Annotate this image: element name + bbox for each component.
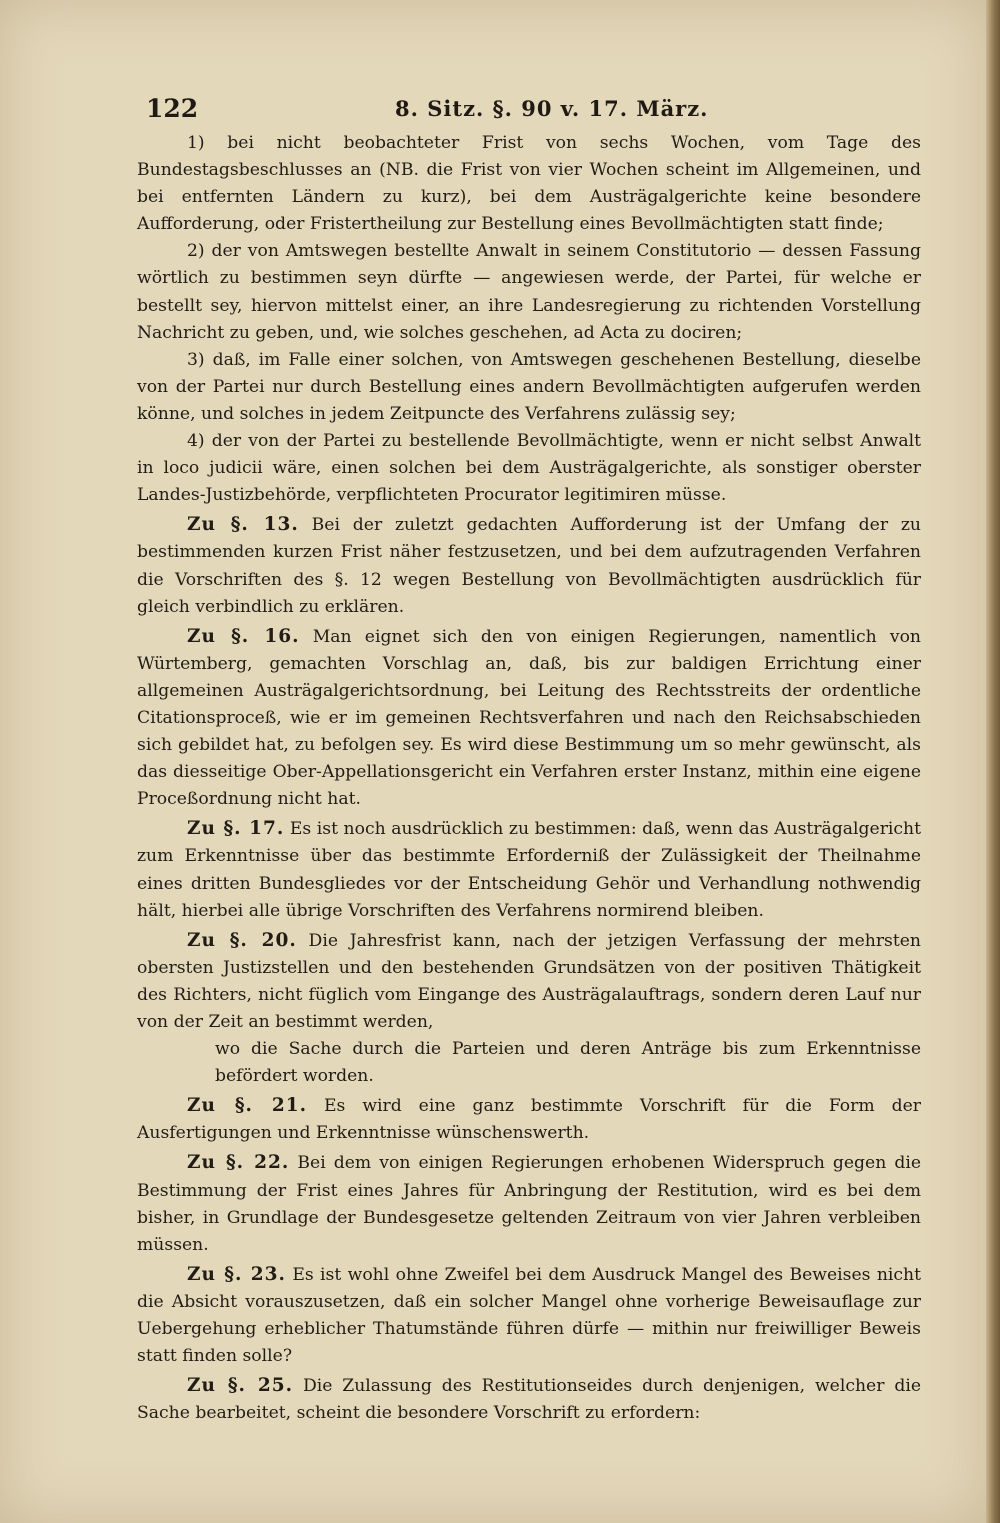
section-note-21 bbox=[137, 1092, 921, 1147]
paragraph-text: 4) der von der Partei zu bestellende Bevollmächtigte, wenn er nicht selbst Anwalt in loco judicii wäre, einen solchen bei dem Austrägalgerichte, als sonstiger oberster Landes-Justizbehörde, verpflichteten Procurator legitimiren müsse. bbox=[137, 431, 921, 506]
paragraph-text: Die Zulassung des Restitutionseides durch denjenigen, welcher die Sache bearbeitet, scheint die besondere Vorschrift zu erfordern: bbox=[137, 1376, 921, 1424]
paragraph-text: 2) der von Amtswegen bestellte Anwalt in seinem Constitutorio — dessen Fassung wörtlich zu bestimmen seyn dürfte — angewiesen werde, der Partei, für welche er bestellt sey, hiervon mittelst einer, an ihre Landesregierung zu richtenden Vorstellung Nachricht zu geben, und, wie solches geschehen, ad Acta zu dociren; bbox=[137, 241, 921, 343]
page-header bbox=[140, 94, 920, 134]
section-label: Zu §. 20. bbox=[187, 929, 297, 951]
paragraph-text: Man eignet sich den von einigen Regierungen, namentlich von Würtemberg, gemachten Vorschlag an, daß, bis zur baldigen Errichtung einer allgemeinen Austrägalgerichtsordnung, bei Leitung des Rechtsstreits der ordentliche Citationsproceß, wie er im gemeinen Rechtsverfahren und nach den Reichsabschieden sich gebildet hat, zu befolgen sey. Es wird diese Bestimmung um so mehr gewünscht, als das diesseitige Ober-Appellationsgericht ein Verfahren erster Instanz, mithin eine eigene Proceßordnung nicht hat. bbox=[137, 626, 921, 810]
section-label: Zu §. 16. bbox=[187, 625, 300, 647]
section-label: Zu §. 13. bbox=[187, 514, 299, 536]
section-note-13 bbox=[137, 511, 921, 620]
section-label: Zu §. 23. bbox=[187, 1263, 286, 1285]
section-note-17 bbox=[137, 815, 921, 924]
paragraph-text: Bei der zuletzt gedachten Aufforderung ist der Umfang der zu bestimmenden kurzen Frist näher festzusetzen, und bei dem aufzutragenden Verfahren die Vorschriften des §. 12 wegen Bestellung von Bevollmächtigten ausdrücklich für gleich verbindlich zu erklären. bbox=[137, 515, 922, 617]
section-note-16 bbox=[137, 623, 921, 814]
section-note-23 bbox=[137, 1261, 921, 1370]
indented-clause bbox=[137, 1036, 921, 1090]
section-note-22 bbox=[137, 1149, 921, 1258]
book-edge bbox=[986, 0, 1000, 1523]
paragraph-item-4 bbox=[137, 428, 921, 509]
section-label: Zu §. 21. bbox=[187, 1095, 308, 1117]
page-body bbox=[137, 130, 921, 1427]
paragraph-text: Es ist noch ausdrücklich zu bestimmen: daß, wenn das Austrägalgericht zum Erkenntnisse über das bestimmte Erforderniß der Zulässigkeit der Theilnahme eines dritten Bundesgliedes vor der Entscheidung Gehör und Verhandlung nothwendig hält, hierbei alle übrige Vorschriften des Verfahrens normirend bleiben. bbox=[137, 819, 922, 921]
paragraph-text: Es wird eine ganz bestimmte Vorschrift für die Form der Ausfertigungen und Erkenntnisse wünschenswerth. bbox=[137, 1096, 921, 1144]
section-label: Zu §. 25. bbox=[187, 1375, 294, 1397]
paragraph-text: Die Jahresfrist kann, nach der jetzigen Verfassung der mehrsten obersten Justizstellen und den bestehenden Grundsätzen von der positiven Thätigkeit des Richters, nicht füglich vom Eingange des Austrägalauftrags, sondern deren Lauf nur von der Zeit an bestimmt werden, bbox=[137, 930, 922, 1032]
paragraph-text: Bei dem von einigen Regierungen erhobenen Widerspruch gegen die Bestimmung der Frist eines Jahres für Anbringung der Restitution, wird es bei dem bisher, in Grundlage der Bundesgesetze geltenden Zeitraum von vier Jahren verbleiben müssen. bbox=[137, 1153, 922, 1255]
paragraph-text: wo die Sache durch die Parteien und deren Anträge bis zum Erkenntnisse befördert worden. bbox=[215, 1039, 921, 1087]
paragraph-item-2 bbox=[137, 238, 921, 346]
page-number: 122 bbox=[146, 94, 199, 123]
paragraph-item-1 bbox=[137, 130, 921, 238]
running-head: 8. Sitz. §. 90 v. 17. März. bbox=[395, 96, 709, 121]
section-note-20 bbox=[137, 927, 921, 1036]
section-label: Zu §. 22. bbox=[187, 1152, 290, 1174]
section-label: Zu §. 17. bbox=[187, 818, 285, 840]
section-note-25 bbox=[137, 1372, 921, 1427]
paragraph-text: 1) bei nicht beobachteter Frist von sechs Wochen, vom Tage des Bundestagsbeschlusses an (NB. die Frist von vier Wochen scheint im Allgemeinen, und bei entfernten Ländern zu kurz), bei dem Austrägalgerichte keine besondere Aufforderung, oder Fristertheilung zur Bestellung eines Bevollmächtigten statt finde; bbox=[137, 133, 921, 235]
paragraph-item-3 bbox=[137, 347, 921, 428]
paragraph-text: 3) daß, im Falle einer solchen, von Amtswegen geschehenen Bestellung, dieselbe von der Partei nur durch Bestellung eines andern Bevollmächtigten aufgerufen werden könne, und solches in jedem Zeitpuncte des Verfahrens zulässig sey; bbox=[137, 349, 921, 424]
paragraph-text: Es ist wohl ohne Zweifel bei dem Ausdruck Mangel des Beweises nicht die Absicht vorauszusetzen, daß ein solcher Mangel ohne vorherige Beweisauflage zur Uebergehung erheblicher Thatumstände führen dürfe — mithin nur freiwilliger Beweis statt finden solle? bbox=[137, 1264, 922, 1367]
